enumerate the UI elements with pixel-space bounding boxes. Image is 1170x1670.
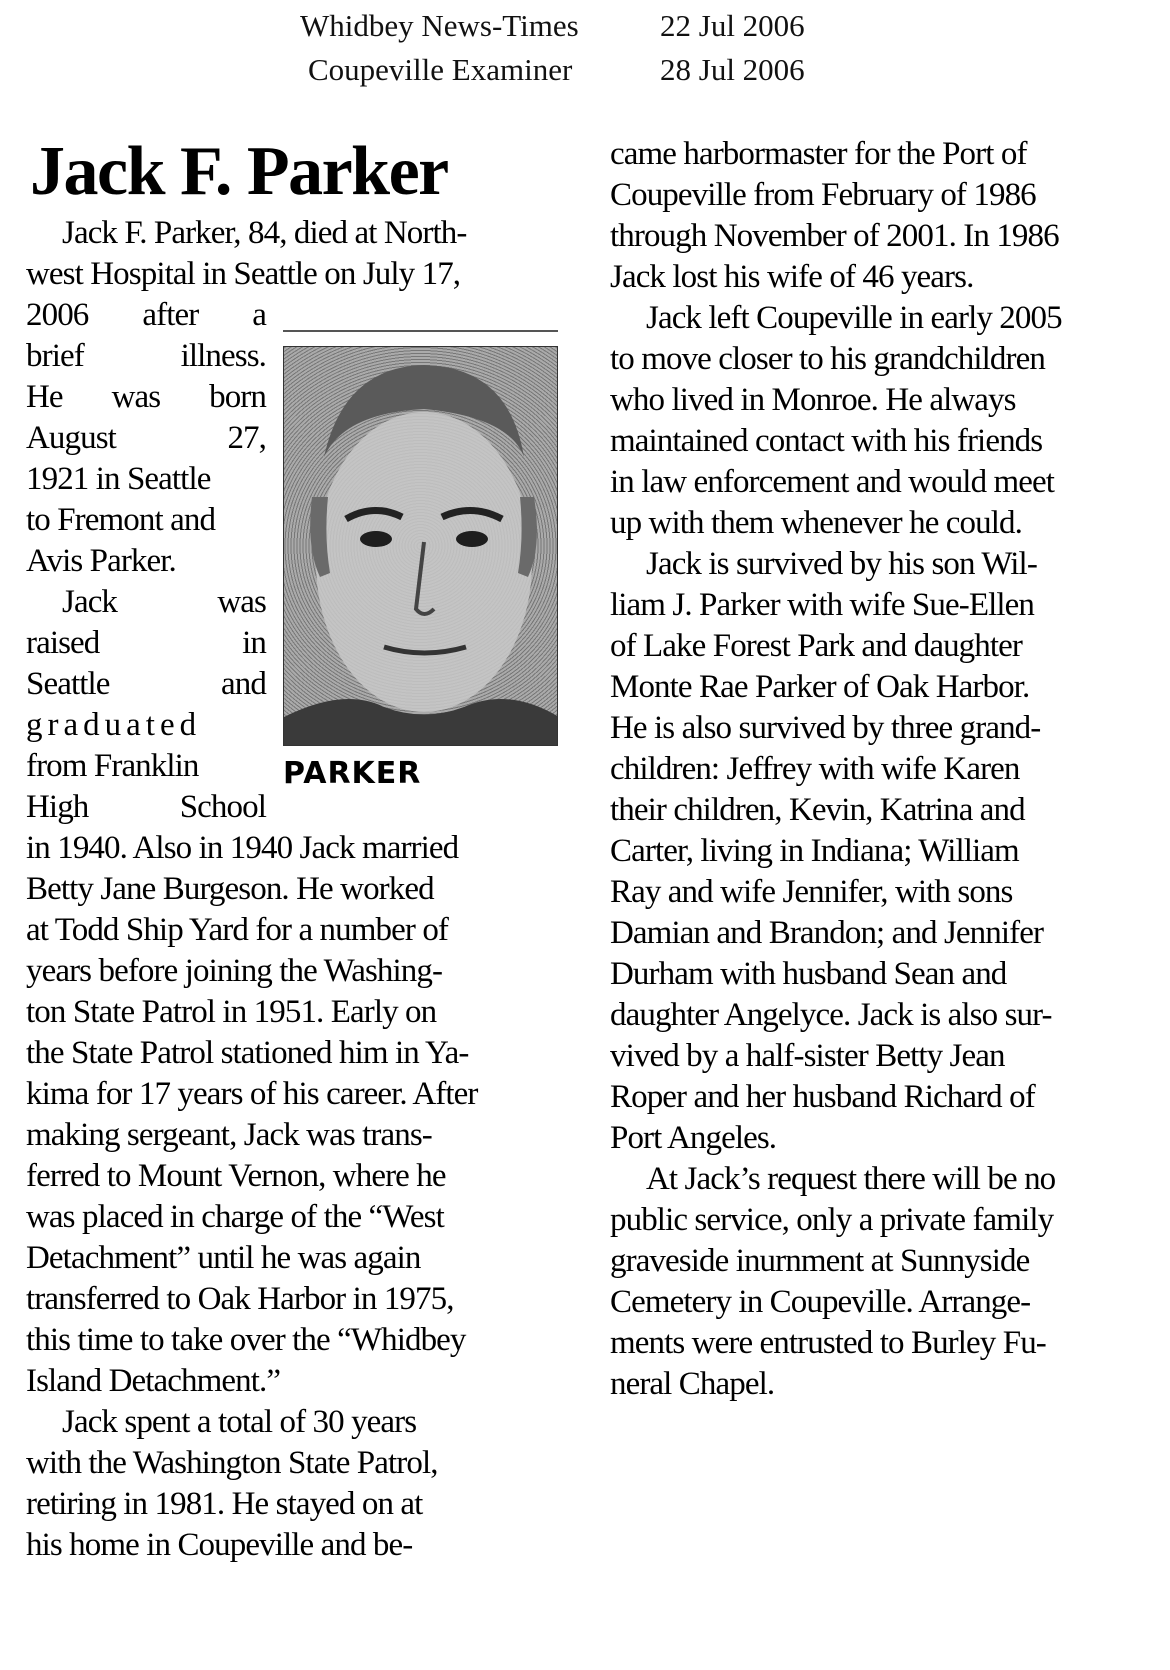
publication-date: 22 Jul 2006 bbox=[660, 8, 805, 43]
text-line: Island Detachment.” bbox=[26, 1363, 281, 1399]
text-line: 1921 in Seattle bbox=[26, 461, 211, 497]
text-line: up with them whenever he could. bbox=[610, 505, 1022, 541]
text-line: ferred to Mount Vernon, where he bbox=[26, 1158, 446, 1194]
source-header bbox=[300, 4, 920, 92]
text-line: through November of 2001. In 1986 bbox=[610, 218, 1059, 254]
photo-rule bbox=[283, 330, 558, 332]
text-line: raised in bbox=[26, 625, 266, 661]
text-line: retiring in 1981. He stayed on at bbox=[26, 1486, 423, 1522]
text-line: to move closer to his grandchildren bbox=[610, 341, 1045, 377]
text-line: with the Washington State Patrol, bbox=[26, 1445, 438, 1481]
text-line: Cemetery in Coupeville. Arrange- bbox=[610, 1284, 1031, 1320]
source-line bbox=[300, 4, 920, 48]
text-line: Jack is survived by his son Wil- bbox=[646, 546, 1037, 582]
paragraph bbox=[610, 298, 1140, 544]
text-line: August 27, bbox=[26, 420, 266, 456]
text-line: vived by a half-sister Betty Jean bbox=[610, 1038, 1005, 1074]
text-line: children: Jeffrey with wife Karen bbox=[610, 751, 1020, 787]
text-line: 2006 after a bbox=[26, 297, 266, 333]
text-line: maintained contact with his friends bbox=[610, 423, 1043, 459]
text-line: Avis Parker. bbox=[26, 543, 176, 579]
text-line: Jack was bbox=[62, 584, 266, 620]
text-line: Durham with husband Sean and bbox=[610, 956, 1007, 992]
text-line: Ray and wife Jennifer, with sons bbox=[610, 874, 1013, 910]
text-line: west Hospital in Seattle on July 17, bbox=[26, 256, 461, 292]
text-line: brief illness. bbox=[26, 338, 266, 374]
text-line: Detachment” until he was again bbox=[26, 1240, 421, 1276]
text-line: Monte Rae Parker of Oak Harbor. bbox=[610, 669, 1030, 705]
portrait-photo bbox=[283, 346, 558, 746]
text-line: kima for 17 years of his career. After bbox=[26, 1076, 478, 1112]
text-line: the State Patrol stationed him in Ya- bbox=[26, 1035, 469, 1071]
text-line: came harbormaster for the Port of bbox=[610, 136, 1027, 172]
publication-name: Coupeville Examiner bbox=[308, 52, 573, 87]
text-line: He is also survived by three grand- bbox=[610, 710, 1041, 746]
text-line: his home in Coupeville and be- bbox=[26, 1527, 413, 1563]
right-column bbox=[610, 134, 1140, 1405]
text-line: Damian and Brandon; and Jennifer bbox=[610, 915, 1044, 951]
publication-name: Whidbey News-Times bbox=[300, 8, 579, 43]
text-line: Jack left Coupeville in early 2005 bbox=[646, 300, 1062, 336]
text-line: Port Angeles. bbox=[610, 1120, 777, 1156]
text-line: was placed in charge of the “West bbox=[26, 1199, 444, 1235]
text-line: Coupeville from February of 1986 bbox=[610, 177, 1036, 213]
paragraph bbox=[610, 544, 1140, 1159]
publication-date: 28 Jul 2006 bbox=[660, 52, 805, 87]
text-line: ments were entrusted to Burley Fu- bbox=[610, 1325, 1046, 1361]
text-line: liam J. Parker with wife Sue-Ellen bbox=[610, 587, 1034, 623]
text-line: years before joining the Washing- bbox=[26, 953, 443, 989]
text-line: their children, Kevin, Katrina and bbox=[610, 792, 1025, 828]
text-line: Carter, living in Indiana; William bbox=[610, 833, 1019, 869]
text-line: of Lake Forest Park and daughter bbox=[610, 628, 1022, 664]
text-line: neral Chapel. bbox=[610, 1366, 775, 1402]
text-line: from Franklin bbox=[26, 748, 199, 784]
text-line: He was born bbox=[26, 379, 266, 415]
text-line: Jack F. Parker, 84, died at North- bbox=[62, 215, 467, 251]
photo-caption: PARKER bbox=[283, 756, 422, 791]
text-line: ton State Patrol in 1951. Early on bbox=[26, 994, 437, 1030]
text-line: Seattle and bbox=[26, 666, 266, 702]
text-line: High School bbox=[26, 789, 266, 825]
text-line: public service, only a private family bbox=[610, 1202, 1054, 1238]
text-line: this time to take over the “Whidbey bbox=[26, 1322, 466, 1358]
text-line: Jack lost his wife of 46 years. bbox=[610, 259, 974, 295]
text-line: graveside inurnment at Sunnyside bbox=[610, 1243, 1030, 1279]
paragraph bbox=[610, 134, 1140, 298]
text-line: Betty Jane Burgeson. He worked bbox=[26, 871, 434, 907]
text-line: daughter Angelyce. Jack is also sur- bbox=[610, 997, 1052, 1033]
text-line: Roper and her husband Richard of bbox=[610, 1079, 1035, 1115]
text-line: graduated bbox=[26, 707, 202, 743]
text-line: who lived in Monroe. He always bbox=[610, 382, 1016, 418]
portrait-photo-frame bbox=[283, 330, 558, 750]
source-line bbox=[300, 48, 920, 92]
text-line: Jack spent a total of 30 years bbox=[62, 1404, 417, 1440]
text-line: at Todd Ship Yard for a number of bbox=[26, 912, 449, 948]
text-line: to Fremont and bbox=[26, 502, 216, 538]
portrait-illustration bbox=[284, 347, 558, 746]
paragraph bbox=[610, 1159, 1140, 1405]
paragraph bbox=[26, 1402, 556, 1566]
text-line: transferred to Oak Harbor in 1975, bbox=[26, 1281, 454, 1317]
obituary-headline: Jack F. Parker bbox=[30, 133, 448, 210]
text-line: At Jack’s request there will be no bbox=[646, 1161, 1056, 1197]
text-line: making sergeant, Jack was trans- bbox=[26, 1117, 432, 1153]
text-line: in 1940. Also in 1940 Jack married bbox=[26, 830, 459, 866]
text-line: in law enforcement and would meet bbox=[610, 464, 1055, 500]
